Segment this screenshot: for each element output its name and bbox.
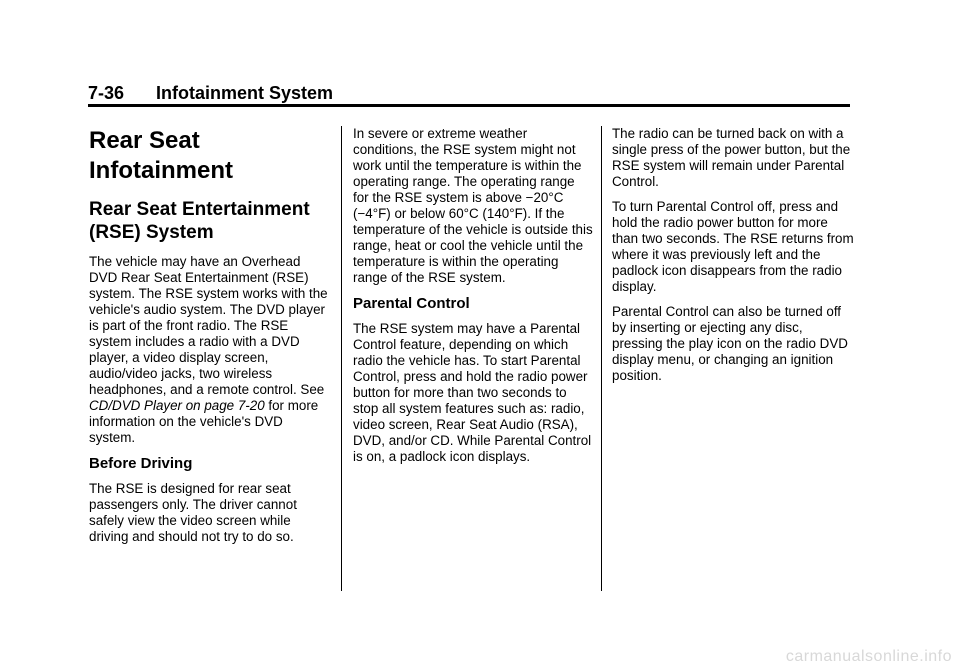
section-title: Infotainment System <box>156 83 334 103</box>
rse-heading: Rear Seat Entertainment (RSE) System <box>89 199 310 243</box>
radio-back-on-paragraph: The radio can be turned back on with a single press of the power button, but the RSE system will remain under Parental Control. <box>612 126 851 189</box>
column-1 <box>89 126 329 554</box>
parental-control-paragraph: The RSE system may have a Parental Control feature, depending on which radio the vehicle has. To start Parental Control, press and hold the radio power button for more than two seconds to stop all system features such as: radio, video screen, Rear Seat Audio (RSA), DVD, and/or CD. While Parental Control is on, a padlock icon displays. <box>353 321 592 464</box>
column-3 <box>612 126 854 393</box>
parental-off-alt-paragraph: Parental Control can also be turned off by inserting or ejecting any disc, pressing the play icon on the radio DVD display menu, or changing an ignition position. <box>612 304 848 383</box>
column-2 <box>353 126 593 474</box>
page-number: 7-36 <box>88 83 125 103</box>
rse-intro-paragraph: The vehicle may have an Overhead DVD Rear Seat Entertainment (RSE) system. The RSE system works with the vehicle's audio system. The DVD player is part of the front radio. The RSE system includes a radio with a DVD player, a video display screen, audio/video jacks, two wireless headphones, and a remote control. See CD/DVD Player on page 7‑20 for more information on the vehicle's DVD system. <box>89 254 328 445</box>
parental-control-heading: Parental Control <box>353 295 470 312</box>
watermark: carmanualsonline.info <box>785 648 952 665</box>
chapter-title: Rear Seat Infotainment <box>89 127 233 184</box>
column-divider-1 <box>341 126 342 591</box>
temperature-paragraph: In severe or extreme weather conditions, the RSE system might not work until the temperature is within the operating range. The operating range for the RSE system is above −20°C (−4°F) or below 60°C (140°F). If the temperature of the vehicle is outside this range, heat or cool the vehicle until the temperature is within the operating range of the RSE system. <box>353 126 593 285</box>
before-driving-heading: Before Driving <box>89 455 193 472</box>
cross-reference-link[interactable]: CD/DVD Player on page 7‑20 <box>89 398 265 413</box>
column-divider-2 <box>601 126 602 591</box>
before-driving-paragraph: The RSE is designed for rear seat passengers only. The driver cannot safely view the video screen while driving and should not try to do so. <box>89 481 297 544</box>
parental-off-paragraph: To turn Parental Control off, press and hold the radio power button for more than two seconds. The RSE returns from where it was previously left and the padlock icon disappears from the radio display. <box>612 199 854 294</box>
page-header <box>88 82 850 104</box>
header-rule <box>88 104 850 107</box>
